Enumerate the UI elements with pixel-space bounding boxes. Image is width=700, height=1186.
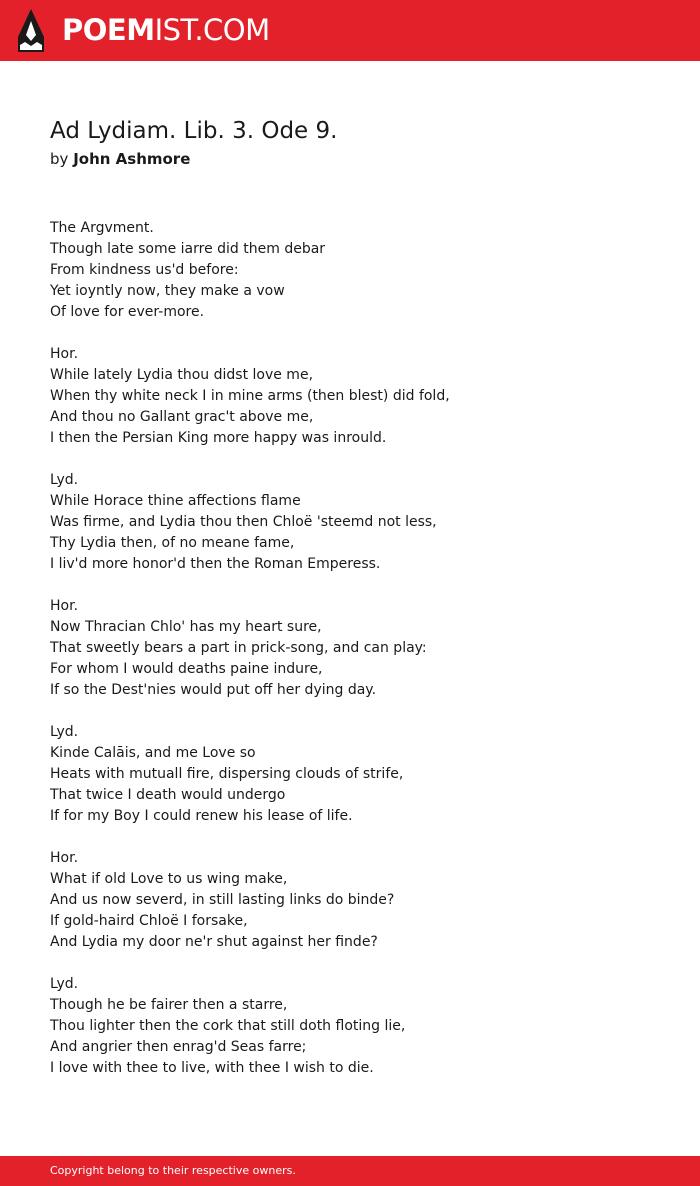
- poem-line: I liv'd more honor'd then the Roman Emperess.: [50, 556, 381, 572]
- site-logo-wordmark[interactable]: [62, 13, 270, 47]
- poem-line: Hor.: [50, 598, 79, 614]
- poem-line: And Lydia my door ne'r shut against her finde?: [50, 934, 378, 950]
- poem-line: If so the Dest'nies would put off her dying day.: [50, 682, 377, 698]
- poem-line: Thou lighter then the cork that still doth floting lie,: [50, 1018, 406, 1034]
- poem-line: Though he be fairer then a starre,: [50, 997, 288, 1013]
- poem-line: If gold-haird Chloë I forsake,: [50, 913, 248, 929]
- poem-line: From kindness us'd before:: [50, 262, 239, 278]
- stanza: [50, 974, 670, 1079]
- by-label: by: [50, 150, 69, 168]
- poem-line: Kinde Calāis, and me Love so: [50, 745, 256, 761]
- author-name: John Ashmore: [73, 150, 191, 168]
- poem-line: Now Thracian Chlo' has my heart sure,: [50, 619, 322, 635]
- logo-text-bold: POEM: [62, 13, 155, 47]
- poem-line: Though late some iarre did them debar: [50, 241, 326, 257]
- poem-line: I then the Persian King more happy was inrould.: [50, 430, 387, 446]
- poem-line: I love with thee to live, with thee I wish to die.: [50, 1060, 374, 1076]
- poem-line: That twice I death would undergo: [50, 787, 286, 803]
- poem-line: And angrier then enrag'd Seas farre;: [50, 1039, 307, 1055]
- poem-line: If for my Boy I could renew his lease of life.: [50, 808, 353, 824]
- poem-line: Thy Lydia then, of no meane fame,: [50, 535, 295, 551]
- logo-text-light: IST.COM: [154, 13, 270, 47]
- poem-body: [50, 218, 670, 1100]
- stanza: [50, 344, 670, 449]
- poem-line: Lyd.: [50, 472, 79, 488]
- copyright-notice: Copyright belong to their respective owners.: [50, 1164, 296, 1177]
- site-header: [0, 0, 700, 61]
- poem-line: Hor.: [50, 346, 79, 362]
- poem-line: And us now severd, in still lasting links do binde?: [50, 892, 395, 908]
- poem-line: And thou no Gallant grac't above me,: [50, 409, 314, 425]
- poem-line: The Argvment.: [50, 220, 154, 236]
- poem-line: Yet ioyntly now, they make a vow: [50, 283, 285, 299]
- pen-nib-icon[interactable]: [18, 9, 44, 52]
- poem-line: For whom I would deaths paine indure,: [50, 661, 323, 677]
- stanza: [50, 596, 670, 701]
- poem-line: Of love for ever-more.: [50, 304, 205, 320]
- poem-line: While lately Lydia thou didst love me,: [50, 367, 314, 383]
- poem-line: When thy white neck I in mine arms (then blest) did fold,: [50, 388, 450, 404]
- poem-title: Ad Lydiam. Lib. 3. Ode 9.: [50, 118, 338, 144]
- site-footer: [0, 1156, 700, 1186]
- poem-line: Was firme, and Lydia thou then Chloë 'steemd not less,: [50, 514, 437, 530]
- stanza: [50, 218, 670, 323]
- poem-line: While Horace thine affections flame: [50, 493, 301, 509]
- poem-line: Lyd.: [50, 976, 79, 992]
- poem-byline: [50, 148, 190, 170]
- poem-line: Lyd.: [50, 724, 79, 740]
- stanza: [50, 470, 670, 575]
- poem-line: What if old Love to us wing make,: [50, 871, 288, 887]
- stanza: [50, 848, 670, 953]
- stanza: [50, 722, 670, 827]
- poem-line: Hor.: [50, 850, 79, 866]
- poem-line: Heats with mutuall fire, dispersing clouds of strife,: [50, 766, 404, 782]
- poem-line: That sweetly bears a part in prick-song, and can play:: [50, 640, 427, 656]
